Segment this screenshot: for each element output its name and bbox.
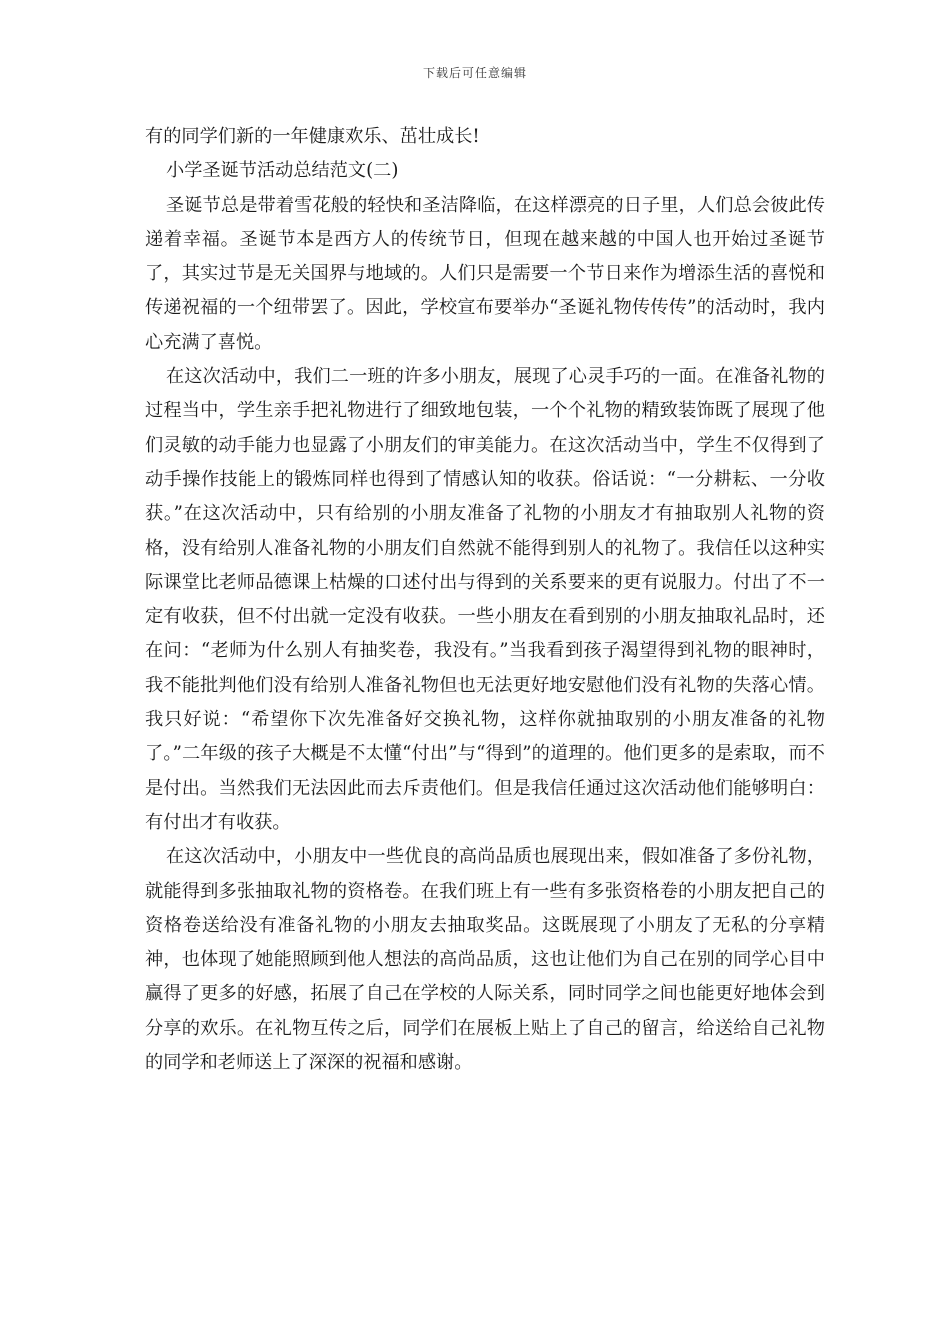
document-body bbox=[145, 120, 825, 1080]
paragraph-sharing: 在这次活动中，小朋友中一些优良的高尚品质也展现出来，假如准备了多份礼物，就能得到多张抽取礼物的资格卷。在我们班上有一些有多张资格卷的小朋友把自己的资格卷送给没有准备礼物的小朋友去抽取奖品。这既展现了小朋友了无私的分享精神，也体现了她能照顾到他人想法的高尚品质，这也让他们为自己在别的同学心目中赢得了更多的好感，拓展了自己在学校的人际关系，同时同学之间也能更好地体会到分享的欢乐。在礼物互传之后，同学们在展板上贴上了自己的留言，给送给自己礼物的同学和老师送上了深深的祝福和感谢。 bbox=[145, 846, 825, 1074]
header-note: 下载后可任意编辑 bbox=[422, 66, 527, 80]
paragraph-continuation: 有的同学们新的一年健康欢乐、茁壮成长! bbox=[145, 126, 480, 147]
section-heading: 小学圣诞节活动总结范文(二) bbox=[166, 160, 399, 182]
paragraph-activity: 在这次活动中，我们二一班的许多小朋友，展现了心灵手巧的一面。在准备礼物的过程当中，学生亲手把礼物进行了细致地包装，一个个礼物的精致装饰既了展现了他们灵敏的动手能力也显露了小朋友们的审美能力。在这次活动当中，学生不仅得到了动手操作技能上的锻炼同样也得到了情感认知的收获。俗话说：“一分耕耘、一分收获。”在这次活动中，只有给别的小朋友准备了礼物的小朋友才有抽取别人礼物的资格，没有给别人准备礼物的小朋友们自然就不能得到别人的礼物了。我信任以这种实际课堂比老师品德课上枯燥的口述付出与得到的关系要来的更有说服力。付出了不一定有收获，但不付出就一定没有收获。一些小朋友在看到别的小朋友抽取礼品时，还在问：“老师为什么别人有抽奖卷，我没有。”当我看到孩子渴望得到礼物的眼神时，我不能批判他们没有给别人准备礼物但也无法更好地安慰他们没有礼物的失落心情。我只好说：“希望你下次先准备好交换礼物，这样你就抽取别的小朋友准备的礼物了。”二年级的孩子大概是不太懂“付出”与“得到”的道理的。他们更多的是索取，而不是付出。当然我们无法因此而去斥责他们。但是我信任通过这次活动他们能够明白：有付出才有收获。 bbox=[145, 366, 825, 833]
paragraph-intro: 圣诞节总是带着雪花般的轻快和圣洁降临，在这样漂亮的日子里，人们总会彼此传递着幸福。圣诞节本是西方人的传统节日，但现在越来越的中国人也开始过圣诞节了，其实过节是无关国界与地域的。人们只是需要一个节日来作为增添生活的喜悦和传递祝福的一个纽带罢了。因此，学校宣布要举办“圣诞礼物传传传”的活动时，我内心充满了喜悦。 bbox=[145, 194, 825, 353]
